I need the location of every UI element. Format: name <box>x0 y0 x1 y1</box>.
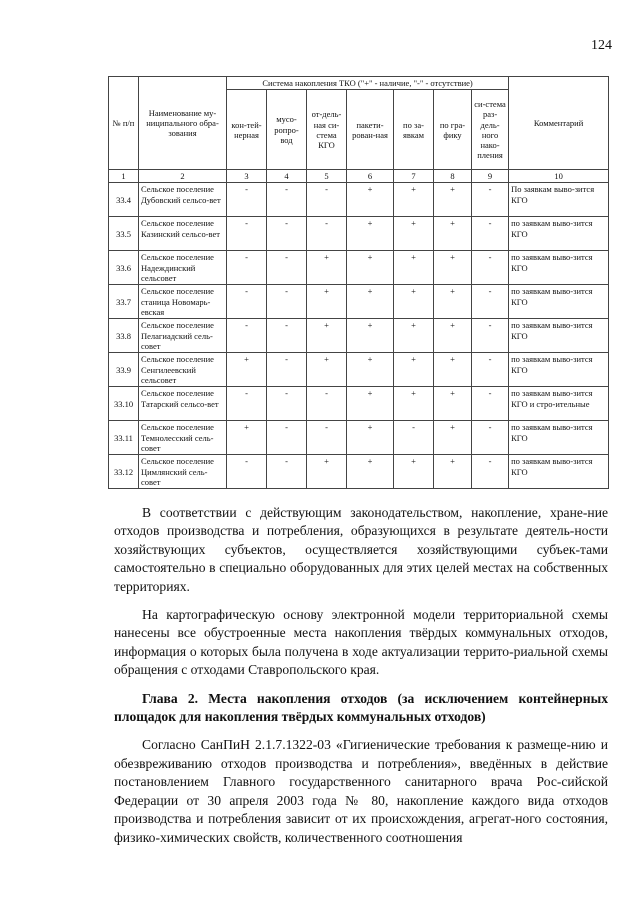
row-flag: + <box>307 251 347 285</box>
row-flag: + <box>394 319 434 353</box>
row-flag: + <box>347 387 394 421</box>
row-flag: - <box>267 285 307 319</box>
row-flag: - <box>472 183 509 217</box>
body-text <box>114 504 608 847</box>
row-number: 33.5 <box>109 217 139 251</box>
row-flag: - <box>267 455 307 489</box>
header-by-request: по за-явкам <box>394 90 434 170</box>
col-number: 5 <box>307 170 347 183</box>
row-flag: + <box>307 455 347 489</box>
row-flag: - <box>472 319 509 353</box>
row-municipality: Сельское поселение Казинский сельсо-вет <box>139 217 227 251</box>
header-num: № п/п <box>109 77 139 170</box>
row-flag: + <box>347 353 394 387</box>
row-flag: + <box>434 251 472 285</box>
row-municipality: Сельское поселение Надеждинский сельсовет <box>139 251 227 285</box>
row-flag: - <box>267 387 307 421</box>
col-number: 4 <box>267 170 307 183</box>
header-chute: мусо-ропро-вод <box>267 90 307 170</box>
paragraph-legislation: В соответствии с действующим законодательством, накопление, хране-ние отходов производства и потребления, образующихся в результате деятель-ности хозяйствующих субъектов, осуществляется хозяйствующими субъек-тами самостоятельно в специально оборудованных для этих целей местах на собственных территориях. <box>114 505 608 594</box>
row-municipality: Сельское поселение Темнолесский сель-совет <box>139 421 227 455</box>
header-bulky-system: от-дель-ная си-стема КГО <box>307 90 347 170</box>
row-flag: + <box>347 183 394 217</box>
col-number: 10 <box>509 170 609 183</box>
row-flag: + <box>434 183 472 217</box>
row-flag: - <box>307 217 347 251</box>
row-flag: - <box>267 183 307 217</box>
header-by-schedule: по гра-фику <box>434 90 472 170</box>
row-flag: + <box>307 353 347 387</box>
col-number: 7 <box>394 170 434 183</box>
table-row <box>109 251 609 285</box>
table-row <box>109 353 609 387</box>
row-flag: + <box>227 353 267 387</box>
col-number: 1 <box>109 170 139 183</box>
row-flag: - <box>267 353 307 387</box>
row-flag: + <box>347 217 394 251</box>
row-flag: + <box>434 285 472 319</box>
row-number: 33.9 <box>109 353 139 387</box>
row-flag: - <box>267 251 307 285</box>
row-flag: + <box>394 285 434 319</box>
header-system-group: Система накопления ТКО ("+" - наличие, "-" - отсутствие) <box>227 77 509 90</box>
row-flag: + <box>347 319 394 353</box>
col-number: 9 <box>472 170 509 183</box>
page-number: 124 <box>591 38 612 53</box>
row-comment: по заявкам выво-зится КГО <box>509 421 609 455</box>
header-separate: си-стема раз-дель-ного нако-пления <box>472 90 509 170</box>
row-number: 33.4 <box>109 183 139 217</box>
row-flag: + <box>394 353 434 387</box>
row-flag: - <box>227 183 267 217</box>
row-flag: + <box>394 251 434 285</box>
row-number: 33.6 <box>109 251 139 285</box>
header-name: Наименование му-ниципального обра-зования <box>139 77 227 170</box>
col-number: 3 <box>227 170 267 183</box>
row-flag: - <box>472 455 509 489</box>
row-number: 33.7 <box>109 285 139 319</box>
row-municipality: Сельское поселение Пелагиадский сель-совет <box>139 319 227 353</box>
table-row <box>109 285 609 319</box>
row-number: 33.12 <box>109 455 139 489</box>
row-comment: по заявкам выво-зится КГО и стро-ительные <box>509 387 609 421</box>
row-number: 33.8 <box>109 319 139 353</box>
row-flag: - <box>227 251 267 285</box>
row-flag: + <box>227 421 267 455</box>
row-flag: - <box>227 387 267 421</box>
row-comment: по заявкам выво-зится КГО <box>509 455 609 489</box>
row-flag: + <box>434 421 472 455</box>
row-flag: - <box>307 183 347 217</box>
header-container: кон-тей-нерная <box>227 90 267 170</box>
row-flag: - <box>472 251 509 285</box>
row-number: 33.10 <box>109 387 139 421</box>
row-flag: + <box>394 183 434 217</box>
row-flag: - <box>227 455 267 489</box>
row-comment: по заявкам выво-зится КГО <box>509 353 609 387</box>
row-flag: + <box>434 319 472 353</box>
row-municipality: Сельское поселение Цимлянский сель-совет <box>139 455 227 489</box>
paragraph-sanpin: Согласно СанПиН 2.1.7.1322-03 «Гигиенические требования к размеще-нию и обезвреживанию отходов производства и потребления», введённых в действие постановлением Главного государственного санитарного врача Рос-сийской Федерации от 30 апреля 2003 года № 80, накопление каждого вида отходов производства и потребления зависит от их происхождения, агрегат-ного состояния, физико-химических свойств, количественного соотношения <box>114 737 608 845</box>
row-comment: по заявкам выво-зится КГО <box>509 251 609 285</box>
table-row <box>109 217 609 251</box>
row-flag: + <box>347 251 394 285</box>
row-flag: + <box>307 319 347 353</box>
row-flag: - <box>227 319 267 353</box>
waste-accumulation-table <box>108 76 609 489</box>
row-flag: - <box>394 421 434 455</box>
row-flag: - <box>267 319 307 353</box>
row-comment: по заявкам выво-зится КГО <box>509 217 609 251</box>
header-packaged: пакети-рован-ная <box>347 90 394 170</box>
row-municipality: Сельское поселение станица Новомарь-евская <box>139 285 227 319</box>
row-flag: - <box>472 421 509 455</box>
chapter-heading: Глава 2. Места накопления отходов (за исключением контейнерных площадок для накопления твёрдых коммунальных отходов) <box>114 690 608 725</box>
row-flag: + <box>434 387 472 421</box>
table-row <box>109 455 609 489</box>
row-municipality: Сельское поселение Сенгилеевский сельсовет <box>139 353 227 387</box>
col-number: 2 <box>139 170 227 183</box>
row-flag: - <box>267 421 307 455</box>
row-flag: - <box>472 217 509 251</box>
row-flag: - <box>472 353 509 387</box>
row-municipality: Сельское поселение Дубовский сельсо-вет <box>139 183 227 217</box>
row-flag: - <box>472 387 509 421</box>
header-comment: Комментарий <box>509 77 609 170</box>
row-flag: - <box>227 217 267 251</box>
paragraph-cartography: На картографическую основу электронной модели территориальной схемы нанесены все обустроенные места накопления твёрдых коммунальных отходов, информация о которых была получена в ходе актуализации террито-риальной схемы обращения с отходами Ставропольского края. <box>114 607 608 678</box>
row-flag: + <box>394 217 434 251</box>
col-number: 6 <box>347 170 394 183</box>
table-row <box>109 421 609 455</box>
row-flag: + <box>347 421 394 455</box>
row-flag: - <box>267 217 307 251</box>
row-municipality: Сельское поселение Татарский сельсо-вет <box>139 387 227 421</box>
row-flag: + <box>347 455 394 489</box>
table-row <box>109 387 609 421</box>
row-flag: - <box>307 387 347 421</box>
row-comment: По заявкам выво-зится КГО <box>509 183 609 217</box>
col-number: 8 <box>434 170 472 183</box>
row-flag: - <box>307 421 347 455</box>
row-comment: по заявкам выво-зится КГО <box>509 285 609 319</box>
table-row <box>109 319 609 353</box>
row-flag: + <box>434 455 472 489</box>
row-flag: + <box>394 455 434 489</box>
row-number: 33.11 <box>109 421 139 455</box>
row-flag: - <box>227 285 267 319</box>
column-number-row <box>109 170 609 183</box>
row-flag: + <box>434 217 472 251</box>
table-row <box>109 183 609 217</box>
row-flag: + <box>394 387 434 421</box>
row-comment: по заявкам выво-зится КГО <box>509 319 609 353</box>
row-flag: + <box>347 285 394 319</box>
row-flag: - <box>472 285 509 319</box>
row-flag: + <box>434 353 472 387</box>
row-flag: + <box>307 285 347 319</box>
